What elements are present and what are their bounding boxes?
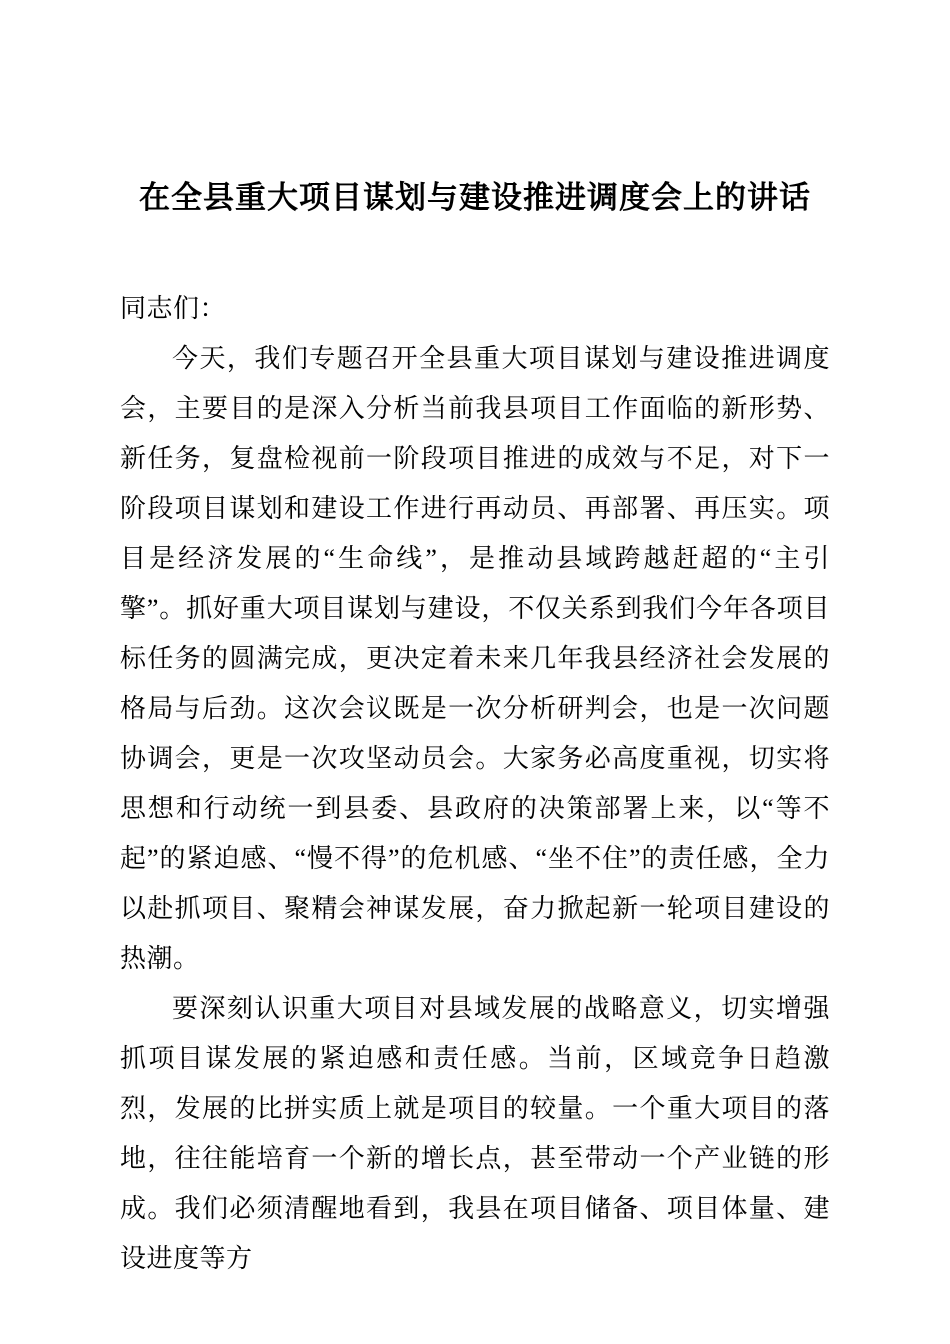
paragraph-2: 要深刻认识重大项目对县域发展的战略意义，切实增强抓项目谋发展的紧迫感和责任感。当前，区域竞争日趋激烈，发展的比拼实质上就是项目的较量。一个重大项目的落地，往往能培育一个新的增长点，甚至带动一个产业链的形成。我们必须清醒地看到，我县在项目储备、项目体量、建设进度等方	[120, 994, 830, 1274]
salutation-line: 同志们：	[120, 294, 227, 324]
paragraph-1: 今天，我们专题召开全县重大项目谋划与建设推进调度会，主要目的是深入分析当前我县项目工作面临的新形势、新任务，复盘检视前一阶段项目推进的成效与不足，对下一阶段项目谋划和建设工作进行再动员、再部署、再压实。项目是经济发展的“生命线”，是推动县域跨越赶超的“主引擎”。抓好重大项目谋划与建设，不仅关系到我们今年各项目标任务的圆满完成，更决定着未来几年我县经济社会发展的格局与后劲。这次会议既是一次分析研判会，也是一次问题协调会，更是一次攻坚动员会。大家务必高度重视，切实将思想和行动统一到县委、县政府的决策部署上来，以“等不起”的紧迫感、“慢不得”的危机感、“坐不住”的责任感，全力以赴抓项目、聚精会神谋发展，奋力掀起新一轮项目建设的热潮。	[120, 344, 830, 974]
document-body	[120, 284, 830, 1284]
document-title: 在全县重大项目谋划与建设推进调度会上的讲话	[139, 180, 811, 215]
